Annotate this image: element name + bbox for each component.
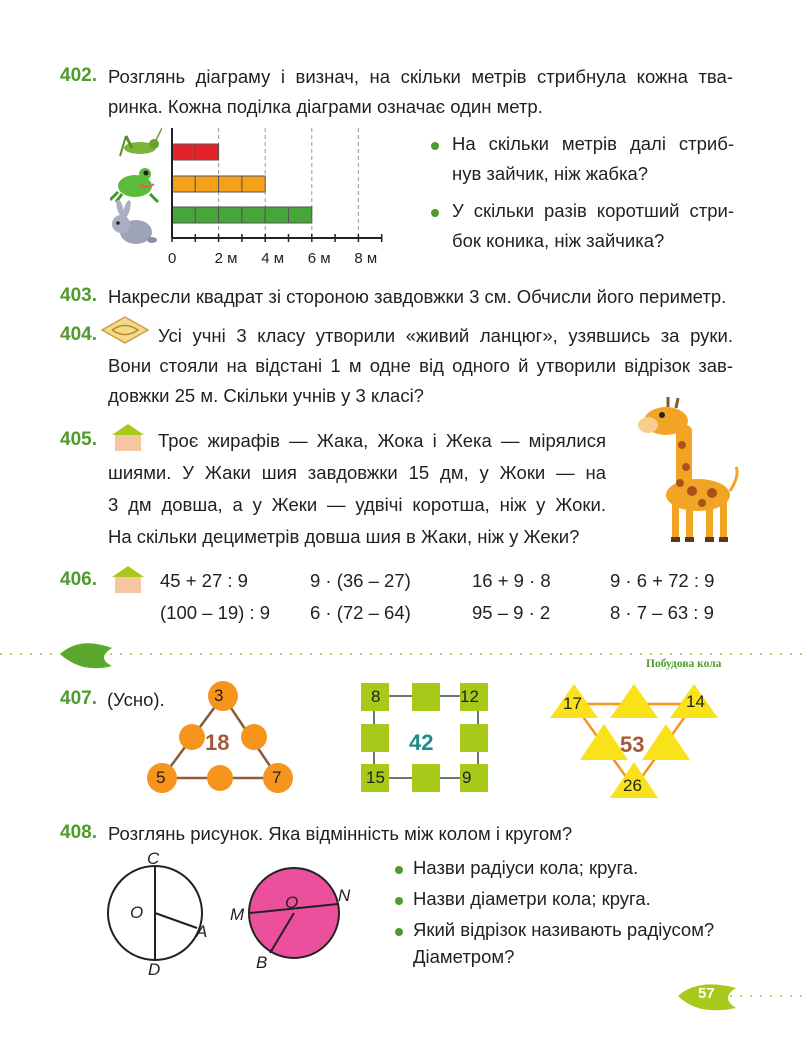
task-402-number: 402. — [60, 65, 97, 86]
page-number-leaf — [640, 978, 808, 1018]
triangle-left-number: 5 — [156, 768, 166, 787]
tick-label: 2 м — [214, 250, 238, 267]
bar-cell — [195, 144, 218, 160]
bar-cell — [172, 144, 195, 160]
section-label: Побудова кола — [646, 658, 722, 670]
point-label-D: D — [148, 960, 161, 979]
giraffe-icon — [636, 395, 746, 545]
point-label-B: B — [256, 953, 268, 972]
expression: 9 · (36 – 27) — [310, 570, 411, 591]
task-405-line2: шиями. У Жаки шия завдовжки 15 дм, у Жоки — на — [108, 462, 606, 483]
task-403-number: 403. — [60, 285, 97, 306]
task-404-line1: Усі учні 3 класу утворили «живий ланцюг», узявшись за руки. — [158, 325, 733, 346]
tick-label: 6 м — [307, 250, 331, 267]
task-402-q2-line2: бок коника, ніж зайчика? — [452, 230, 665, 251]
bar-cell — [172, 176, 195, 192]
expression: 9 · 6 + 72 : 9 — [610, 570, 715, 591]
bar-cell — [289, 207, 312, 223]
page-number: 57 — [698, 985, 715, 1002]
expression: 8 · 7 – 63 : 9 — [610, 602, 714, 623]
bullet-dot — [395, 866, 403, 874]
tick-label: 4 м — [261, 250, 285, 267]
expression: 45 + 27 : 9 — [160, 570, 248, 591]
section-divider — [0, 636, 808, 676]
expression: 95 – 9 · 2 — [472, 602, 551, 623]
point-label-N: N — [338, 886, 351, 905]
task-402-line1: Розглянь діаграму і визнач, на скільки метрів стрибнула кожна тва- — [108, 66, 733, 87]
bar-cell — [242, 207, 265, 223]
task-407-text: (Усно). — [107, 689, 165, 710]
bullet-dot — [431, 209, 439, 217]
task-405-line3: 3 дм довша, а у Жеки — удвічі коротша, ніж у Жоки. — [108, 494, 606, 515]
bullet-dot — [395, 928, 403, 936]
triangles-center-number: 53 — [620, 732, 645, 757]
task-405-number: 405. — [60, 429, 97, 450]
point-label-O: O — [130, 903, 144, 922]
square-bl-number: 15 — [366, 768, 385, 787]
bar-cell — [242, 176, 265, 192]
task-406-number: 406. — [60, 569, 97, 590]
task-404-line3: довжки 25 м. Скільки учнів у 3 класі? — [108, 385, 424, 406]
task-404-number: 404. — [60, 324, 97, 345]
bullet-dot — [395, 897, 403, 905]
task-405-line1: Троє жирафів — Жака, Жока і Жека — мірялися — [158, 430, 606, 451]
grasshopper-icon — [118, 124, 162, 162]
point-label-C: C — [147, 849, 160, 868]
tick-label: 8 м — [354, 250, 378, 267]
task-403-text: Накресли квадрат зі стороною завдовжки 3 см. Обчисли його периметр. — [108, 286, 727, 307]
task-408-q3-line2: Діаметром? — [413, 946, 515, 967]
task-408-text: Розглянь рисунок. Яка відмінність між колом і кругом? — [108, 823, 573, 844]
point-label-M: M — [230, 905, 245, 924]
expression: 16 + 9 · 8 — [472, 570, 551, 591]
point-label-A: A — [196, 922, 208, 941]
task-408-q2: Назви діаметри кола; круга. — [413, 888, 651, 909]
task-405-line4: На скільки дециметрів довша шия в Жаки, ніж у Жеки? — [108, 526, 580, 547]
bar-cell — [172, 207, 195, 223]
task-408-q1: Назви радіуси кола; круга. — [413, 857, 639, 878]
triangles-left-number: 17 — [563, 694, 582, 713]
task-402-line2: ринка. Кожна поділка діаграми означає один метр. — [108, 96, 543, 117]
bar-cell — [219, 176, 242, 192]
tick-label: 0 — [168, 250, 177, 267]
task-402-q1-line1: На скільки метрів далі стриб- — [452, 133, 734, 154]
task-408-number: 408. — [60, 822, 97, 843]
point-label-O2: O — [285, 893, 299, 912]
jump-bar-chart — [160, 128, 390, 276]
task-408-q3-line1: Який відрізок називають радіусом? — [413, 919, 715, 940]
bullet-dot — [431, 142, 439, 150]
expression: 6 · (72 – 64) — [310, 602, 411, 623]
frog-icon — [110, 164, 160, 204]
square-tr-number: 12 — [460, 687, 479, 706]
triangle-top-number: 3 — [214, 686, 224, 705]
task-404-line2: Вони стояли на відстані 1 м одне від одного й утворили відрізок зав- — [108, 355, 733, 376]
square-tl-number: 8 — [371, 687, 381, 706]
bar-cell — [195, 207, 218, 223]
expression: (100 – 19) : 9 — [160, 602, 271, 623]
house-icon — [108, 564, 148, 594]
triangles-bottom-number: 26 — [623, 776, 642, 795]
bar-cell — [195, 176, 218, 192]
square-br-number: 9 — [462, 768, 472, 787]
task-402-q1-line2: нув зайчик, ніж жабка? — [452, 163, 649, 184]
square-center-number: 42 — [409, 730, 434, 755]
house-icon — [108, 422, 148, 452]
puzzle-icon — [100, 315, 150, 345]
rabbit-icon — [106, 200, 158, 250]
triangle-center-number: 18 — [205, 730, 230, 755]
task-402-q2-line1: У скільки разів коротший стри- — [452, 200, 734, 221]
task-407-number: 407. — [60, 688, 97, 709]
bar-cell — [265, 207, 288, 223]
triangles-right-number: 14 — [686, 692, 705, 711]
triangle-right-number: 7 — [272, 768, 282, 787]
bar-cell — [219, 207, 242, 223]
